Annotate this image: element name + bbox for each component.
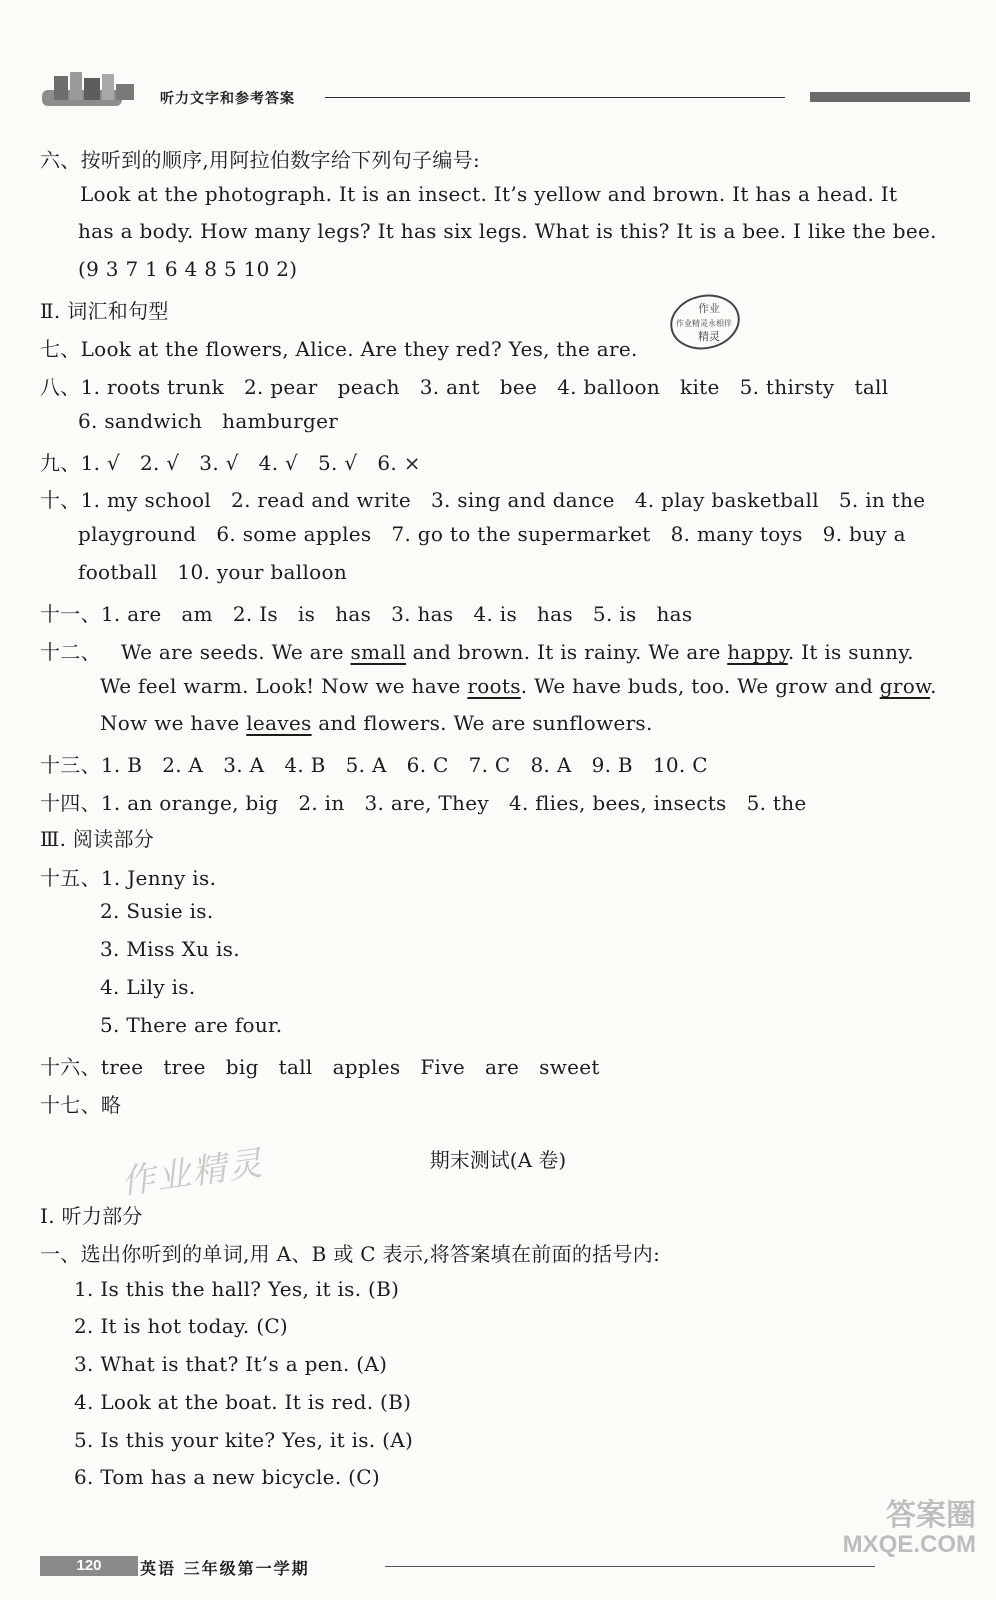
- books-icon: [40, 70, 140, 110]
- text-line: has a body. How many legs? It has six legs. What is this? It is a bee. I like the bee.: [78, 219, 937, 243]
- page-number: 120: [40, 1556, 138, 1576]
- svg-text:作业精灵永相伴: 作业精灵永相伴: [676, 319, 732, 328]
- brand-watermark: 答案圈 MXQE.COM: [842, 1499, 976, 1558]
- text-line: 十五、1. Jenny is.: [40, 866, 217, 890]
- text-line: Look at the photograph. It is an insect. It’s yellow and brown. It has a head. It: [40, 182, 898, 206]
- header-title: 听力文字和参考答案: [160, 91, 295, 107]
- svg-text:精灵: 精灵: [698, 330, 720, 343]
- header-bar: [810, 92, 970, 102]
- section-heading: Ⅰ. 听力部分: [40, 1204, 143, 1228]
- text-line: 七、Look at the flowers, Alice. Are they red? Yes, the are.: [40, 337, 638, 361]
- text-line: 6. Tom has a new bicycle. (C): [74, 1465, 380, 1489]
- text-line: 3. What is that? It’s a pen. (A): [74, 1352, 388, 1376]
- section-heading: Ⅱ. 词汇和句型: [40, 299, 169, 323]
- text-line: 八、1. roots trunk 2. pear peach 3. ant bee 4. balloon kite 5. thirsty tall: [40, 375, 889, 399]
- text-line: 六、按听到的顺序,用阿拉伯数字给下列句子编号:: [40, 148, 480, 172]
- text-line: 十、1. my school 2. read and write 3. sing and dance 4. play basketball 5. in the: [40, 488, 926, 512]
- page-footer: [40, 1552, 970, 1578]
- text-line: 5. Is this your kite? Yes, it is. (A): [74, 1428, 414, 1452]
- header-rule: [325, 97, 785, 98]
- page-header: [40, 70, 970, 110]
- text-line: 十三、1. B 2. A 3. A 4. B 5. A 6. C 7. C 8. A 9. B 10. C: [40, 753, 708, 777]
- q12-line-2: We feel warm. Look! Now we have roots. We have buds, too. We grow and grow.: [100, 674, 937, 698]
- text-line: 十七、略: [40, 1093, 122, 1117]
- text-line: 九、1. √ 2. √ 3. √ 4. √ 5. √ 6. ×: [40, 451, 421, 475]
- text-line: 3. Miss Xu is.: [100, 937, 240, 961]
- stamp-seal: [668, 292, 742, 352]
- text-line: (9 3 7 1 6 4 8 5 10 2): [78, 257, 298, 281]
- text-line: 1. Is this the hall? Yes, it is. (B): [74, 1277, 400, 1301]
- watermark: 作业精灵: [118, 1143, 267, 1203]
- text-line: 一、选出你听到的单词,用 A、B 或 C 表示,将答案填在前面的括号内:: [40, 1242, 661, 1266]
- footer-rule: [385, 1566, 875, 1567]
- text-line: 十四、1. an orange, big 2. in 3. are, They 4. flies, bees, insects 5. the: [40, 791, 807, 815]
- text-line: playground 6. some apples 7. go to the supermarket 8. many toys 9. buy a: [78, 522, 906, 546]
- text-line: 十六、tree tree big tall apples Five are sweet: [40, 1055, 600, 1079]
- text-line: 5. There are four.: [100, 1013, 283, 1037]
- text-line: 2. Susie is.: [100, 899, 214, 923]
- section-heading: Ⅲ. 阅读部分: [40, 827, 155, 851]
- text-line: football 10. your balloon: [78, 560, 347, 584]
- q12-line-3: Now we have leaves and flowers. We are sunflowers.: [100, 711, 653, 735]
- text-line: 4. Lily is.: [100, 975, 196, 999]
- text-line: 十一、1. are am 2. Is is has 3. has 4. is has 5. is has: [40, 602, 693, 626]
- text-line: 2. It is hot today. (C): [74, 1314, 289, 1338]
- q12-line-1: 十二、 We are seeds. We are small and brown. It is rainy. We are happy. It is sunny.: [40, 640, 914, 664]
- section-title: 期末测试(A 卷): [429, 1148, 567, 1172]
- footer-subject: 英语 三年级第一学期: [140, 1559, 310, 1578]
- svg-text:作业: 作业: [698, 302, 720, 315]
- text-line: 6. sandwich hamburger: [78, 409, 339, 433]
- text-line: 4. Look at the boat. It is red. (B): [74, 1390, 412, 1414]
